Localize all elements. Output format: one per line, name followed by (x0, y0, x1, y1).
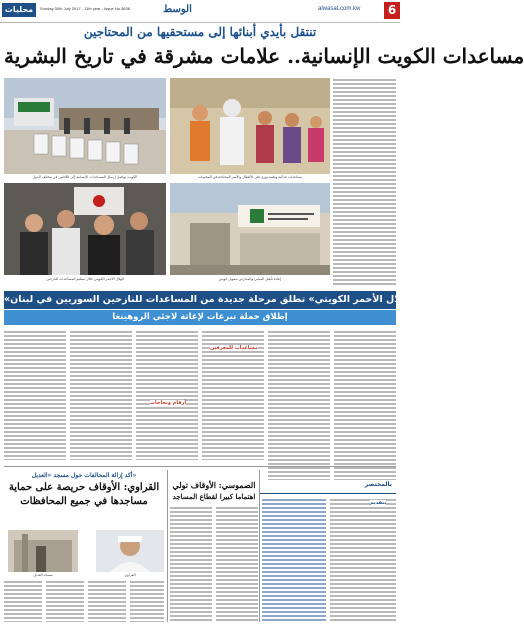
article-column (333, 78, 396, 285)
story-subheading: أرقام ونجاحات (150, 400, 187, 406)
photo-caption: الكويت تواصل إرسال المساعدات الإنسانية إلى اللاجئين في مختلف الدول (32, 175, 138, 179)
article-column (136, 330, 198, 460)
photo-caption: إعادة تأهيل المباني والمدارس بتمويل كويتي (218, 277, 282, 281)
article-column (170, 506, 212, 622)
headline-banner-primary: «الهلال الأحمر الكويتي» تطلق مرحلة جديدة من المساعدات للنازحين السوريين في لبنان (4, 291, 396, 309)
column-divider (167, 470, 168, 622)
photo-caption: مسجد العديل (33, 573, 53, 577)
page-number: 6 (384, 2, 400, 19)
short-news-column (330, 498, 396, 622)
website-link[interactable]: alwasat.com.kw (318, 6, 361, 12)
issue-info: Sunday 30th July 2017 - 11th year - Issue No.3636 (40, 6, 130, 11)
newspaper-logo: الوسط (163, 4, 192, 15)
article-column (4, 330, 66, 460)
photo-caption: الهلال الأحمر الكويتي خلال تسليم المساعدات للنازحين (46, 277, 124, 281)
article-column (268, 330, 330, 480)
bottom-left-kicker: أكد إزالة المخالفات حول مسجد «العديل» (31, 472, 137, 479)
bottom-left-headline: القراوي: الأوقاف حريصة على حماية (8, 482, 160, 493)
portrait-photo (96, 530, 164, 572)
short-news-label: بالمختصر (364, 481, 392, 488)
article-column (46, 580, 84, 622)
section-tab: محليات (2, 3, 36, 17)
building-photo (170, 183, 330, 275)
page-header (0, 0, 400, 23)
short-news-header (260, 481, 396, 494)
article-column (130, 580, 164, 622)
article-column (216, 506, 258, 622)
children-photo (170, 78, 330, 174)
short-news-column (262, 498, 326, 622)
bottom-mid-headline: الصموسي: الأوقاف تولي (172, 480, 256, 490)
article-column (70, 330, 132, 460)
press-photo (4, 183, 166, 275)
article-column (4, 580, 42, 622)
bottom-mid-headline: اهتماما كبيرا لقطاع المساجد (172, 492, 256, 501)
story-subheading: مساعدات للمعرفين (210, 345, 258, 351)
mosque-photo (8, 530, 78, 572)
aid-trucks-photo (4, 78, 166, 174)
story-kicker: تنتقل بأيدي أبنائها إلى مستحقيها من المحتاجين (83, 25, 317, 39)
photo-caption: مساعدات غذائية وطبية توزع على الأطفال والأسر المحتاجة في المخيمات (197, 175, 303, 179)
article-column (88, 580, 126, 622)
headline-banner-secondary: إطلاق حملة تبرعات لإغاثة لاجئي الروهينغا (4, 310, 396, 325)
right-label: بتقديم (370, 500, 387, 506)
photo-caption: القراوي (124, 573, 136, 577)
article-column (334, 330, 396, 480)
story-headline: مساعدات الكويت الإنسانية.. علامات مشرقة في تاريخ البشرية (4, 44, 524, 68)
bottom-left-headline: مساجدها في جميع المحافظات (20, 496, 148, 507)
section-divider (4, 466, 396, 467)
